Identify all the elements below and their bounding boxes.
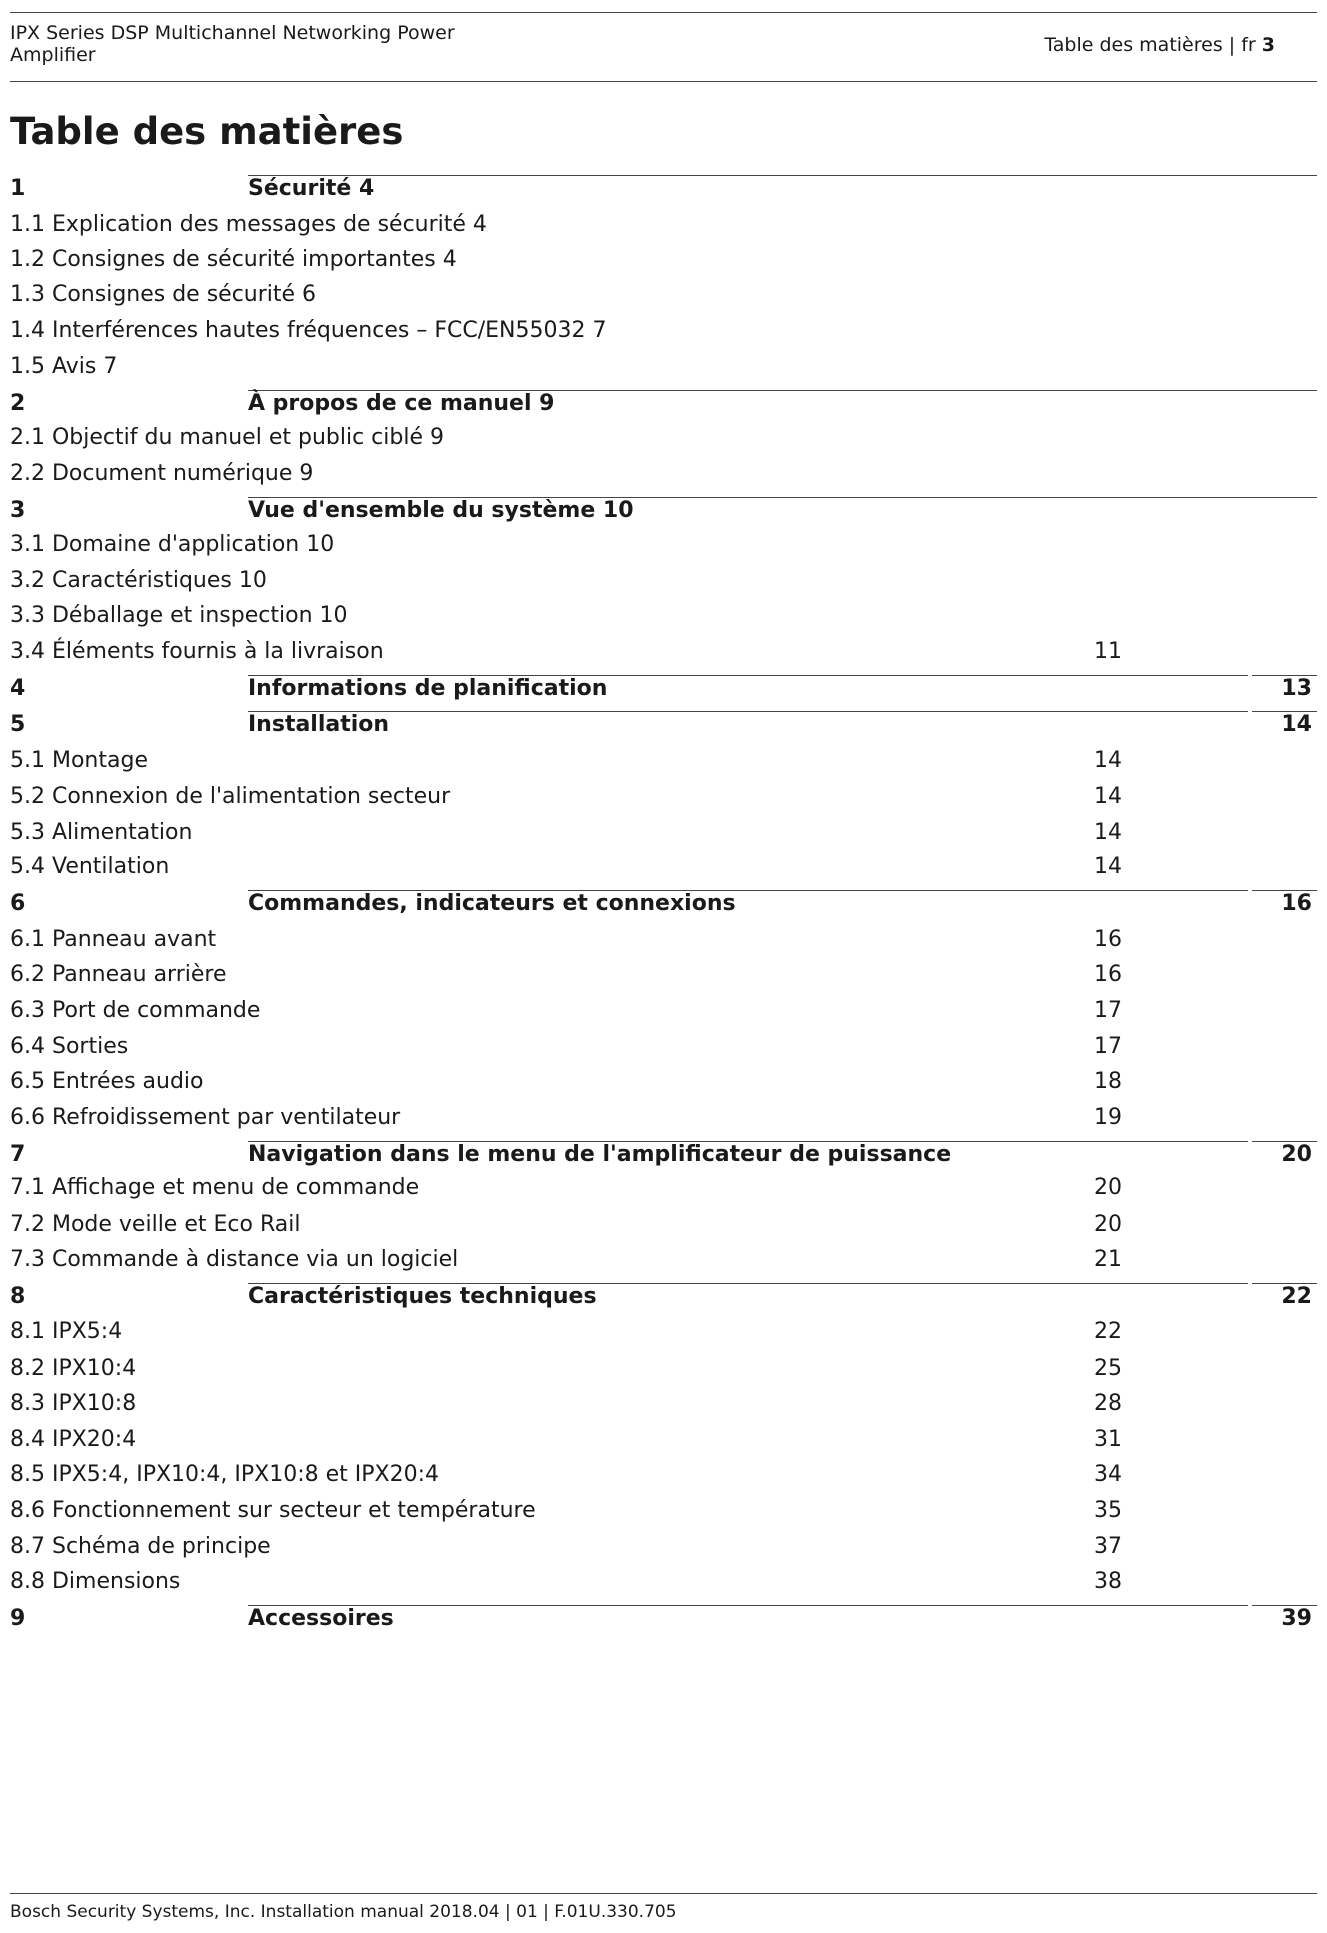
chapter-page-number: 22 [1281, 1284, 1312, 1309]
section-title[interactable]: 6.2 Panneau arrière [10, 962, 227, 987]
section-title[interactable]: 1.3 Consignes de sécurité 6 [10, 282, 317, 307]
section-page-number: 17 [1094, 998, 1122, 1023]
toc-chapter-row[interactable] [10, 386, 1317, 422]
chapter-title[interactable]: Caractéristiques techniques [248, 1284, 597, 1309]
toc-section-row[interactable] [10, 993, 1317, 1029]
header-section [1044, 34, 1275, 56]
toc-section-row[interactable] [10, 1242, 1317, 1278]
section-title[interactable]: 8.4 IPX20:4 [10, 1427, 137, 1452]
footer-text: Bosch Security Systems, Inc. Installation manual 2018.04 | 01 | F.01U.330.705 [10, 1902, 677, 1922]
section-page-number: 14 [1094, 784, 1122, 809]
section-title[interactable]: 1.4 Interférences hautes fréquences – FCC/EN55032 7 [10, 318, 607, 343]
toc-chapter-row[interactable] [10, 671, 1317, 707]
chapter-number: 4 [10, 676, 26, 701]
toc-section-row[interactable] [10, 849, 1317, 885]
section-title[interactable]: 3.2 Caractéristiques 10 [10, 568, 267, 593]
header-top-rule [10, 12, 1317, 13]
toc-section-row[interactable] [10, 277, 1317, 313]
toc-section-row[interactable] [10, 743, 1317, 779]
section-page-number: 38 [1094, 1569, 1122, 1594]
chapter-page-number: 20 [1281, 1142, 1312, 1167]
toc-section-row[interactable] [10, 1564, 1317, 1600]
section-title[interactable]: 6.4 Sorties [10, 1034, 129, 1059]
section-title[interactable]: 7.2 Mode veille et Eco Rail [10, 1212, 301, 1237]
toc-section-row[interactable] [10, 1029, 1317, 1065]
toc-section-row[interactable] [10, 598, 1317, 634]
toc-section-row[interactable] [10, 242, 1317, 278]
toc-chapter-row[interactable] [10, 1279, 1317, 1315]
toc-chapter-row[interactable] [10, 1137, 1317, 1173]
toc-section-row[interactable] [10, 207, 1317, 243]
toc-section-row[interactable] [10, 1529, 1317, 1565]
toc-section-row[interactable] [10, 1100, 1317, 1136]
section-title[interactable]: 6.6 Refroidissement par ventilateur [10, 1105, 401, 1130]
chapter-title[interactable]: Informations de planification [248, 676, 608, 701]
chapter-title[interactable]: Accessoires [248, 1606, 394, 1631]
document-title: IPX Series DSP Multichannel Networking Power Amplifier [10, 22, 455, 66]
section-title[interactable]: 8.5 IPX5:4, IPX10:4, IPX10:8 et IPX20:4 [10, 1462, 440, 1487]
section-page-number: 20 [1094, 1175, 1122, 1200]
toc-chapter-row[interactable] [10, 886, 1317, 922]
section-page-number: 17 [1094, 1034, 1122, 1059]
section-title[interactable]: 8.6 Fonctionnement sur secteur et température [10, 1498, 536, 1523]
toc-section-row[interactable] [10, 957, 1317, 993]
chapter-number: 3 [10, 498, 26, 523]
chapter-number: 1 [10, 176, 26, 201]
section-page-number: 18 [1094, 1069, 1122, 1094]
section-page-number: 14 [1094, 854, 1122, 879]
section-title[interactable]: 2.2 Document numérique 9 [10, 461, 314, 486]
toc-section-row[interactable] [10, 1314, 1317, 1350]
toc-chapter-row[interactable] [10, 171, 1317, 207]
section-title[interactable]: 5.3 Alimentation [10, 820, 193, 845]
section-page-number: 16 [1094, 927, 1122, 952]
chapter-number: 5 [10, 712, 26, 737]
chapter-title[interactable]: Navigation dans le menu de l'amplificateur de puissance [248, 1142, 952, 1167]
toc-section-row[interactable] [10, 1386, 1317, 1422]
section-title[interactable]: 6.3 Port de commande [10, 998, 261, 1023]
header-page-number: 3 [1261, 34, 1275, 56]
toc-section-row[interactable] [10, 634, 1317, 670]
footer-rule [10, 1893, 1317, 1894]
toc-section-row[interactable] [10, 1493, 1317, 1529]
chapter-title[interactable]: Sécurité 4 [248, 176, 375, 201]
section-page-number: 20 [1094, 1212, 1122, 1237]
section-page-number: 14 [1094, 748, 1122, 773]
section-page-number: 21 [1094, 1247, 1122, 1272]
chapter-page-number: 13 [1281, 676, 1312, 701]
toc-chapter-row[interactable] [10, 1601, 1317, 1637]
chapter-number: 6 [10, 891, 26, 916]
section-page-number: 25 [1094, 1356, 1122, 1381]
section-page-number: 35 [1094, 1498, 1122, 1523]
section-title[interactable]: 5.4 Ventilation [10, 854, 170, 879]
section-title[interactable]: 8.2 IPX10:4 [10, 1356, 137, 1381]
section-title[interactable]: 1.2 Consignes de sécurité importantes 4 [10, 247, 457, 272]
toc-section-row[interactable] [10, 527, 1317, 563]
section-title[interactable]: 2.1 Objectif du manuel et public ciblé 9 [10, 425, 444, 450]
chapter-title[interactable]: Commandes, indicateurs et connexions [248, 891, 736, 916]
toc-section-row[interactable] [10, 1351, 1317, 1387]
toc-section-row[interactable] [10, 779, 1317, 815]
chapter-number: 9 [10, 1606, 26, 1631]
section-title[interactable]: 6.1 Panneau avant [10, 927, 217, 952]
section-title[interactable]: 8.8 Dimensions [10, 1569, 181, 1594]
section-page-number: 22 [1094, 1319, 1122, 1344]
section-page-number: 28 [1094, 1391, 1122, 1416]
chapter-number: 2 [10, 391, 26, 416]
header-section-label: Table des matières | fr [1044, 34, 1256, 56]
section-page-number: 31 [1094, 1427, 1122, 1452]
section-title[interactable]: 5.2 Connexion de l'alimentation secteur [10, 784, 451, 809]
toc-section-row[interactable] [10, 1170, 1317, 1206]
chapter-page-number: 14 [1281, 712, 1312, 737]
chapter-number: 8 [10, 1284, 26, 1309]
section-title[interactable]: 8.3 IPX10:8 [10, 1391, 137, 1416]
chapter-title[interactable]: À propos de ce manuel 9 [248, 391, 555, 416]
header-bottom-rule [10, 81, 1317, 82]
page-title: Table des matières [10, 110, 404, 153]
toc-section-row[interactable] [10, 1422, 1317, 1458]
section-title[interactable]: 7.3 Commande à distance via un logiciel [10, 1247, 459, 1272]
section-title[interactable]: 1.5 Avis 7 [10, 354, 118, 379]
chapter-title[interactable]: Installation [248, 712, 390, 737]
toc-section-row[interactable] [10, 815, 1317, 851]
section-page-number: 34 [1094, 1462, 1122, 1487]
section-title[interactable]: 8.1 IPX5:4 [10, 1319, 123, 1344]
section-page-number: 19 [1094, 1105, 1122, 1130]
toc-section-row[interactable] [10, 313, 1317, 349]
toc-section-row[interactable] [10, 1064, 1317, 1100]
toc-section-row[interactable] [10, 1457, 1317, 1493]
section-title[interactable]: 7.1 Affichage et menu de commande [10, 1175, 420, 1200]
section-title[interactable]: 3.1 Domaine d'application 10 [10, 532, 335, 557]
section-title[interactable]: 6.5 Entrées audio [10, 1069, 204, 1094]
toc-chapter-row[interactable] [10, 493, 1317, 529]
section-page-number: 14 [1094, 820, 1122, 845]
toc-chapter-row[interactable] [10, 707, 1317, 743]
chapter-number: 7 [10, 1142, 26, 1167]
toc-section-row[interactable] [10, 349, 1317, 385]
toc-section-row[interactable] [10, 420, 1317, 456]
toc-section-row[interactable] [10, 1207, 1317, 1243]
toc-section-row[interactable] [10, 563, 1317, 599]
section-page-number: 16 [1094, 962, 1122, 987]
section-page-number: 11 [1094, 639, 1122, 664]
chapter-page-number: 39 [1281, 1606, 1312, 1631]
chapter-title[interactable]: Vue d'ensemble du système 10 [248, 498, 634, 523]
section-title[interactable]: 3.4 Éléments fournis à la livraison [10, 639, 384, 664]
section-title[interactable]: 3.3 Déballage et inspection 10 [10, 603, 348, 628]
section-title[interactable]: 8.7 Schéma de principe [10, 1534, 271, 1559]
chapter-page-number: 16 [1281, 891, 1312, 916]
section-page-number: 37 [1094, 1534, 1122, 1559]
toc-section-row[interactable] [10, 456, 1317, 492]
toc-section-row[interactable] [10, 922, 1317, 958]
section-title[interactable]: 5.1 Montage [10, 748, 148, 773]
section-title[interactable]: 1.1 Explication des messages de sécurité 4 [10, 212, 487, 237]
